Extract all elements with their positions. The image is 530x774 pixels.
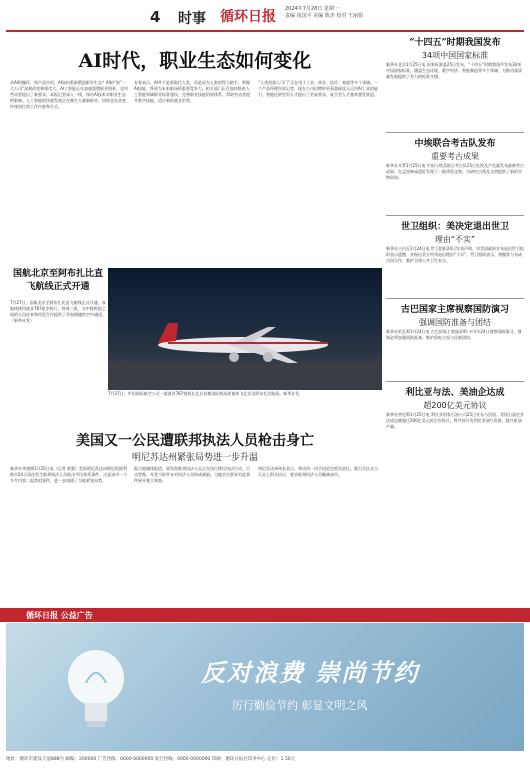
- ad-logo: 循环日报 公益广告: [26, 611, 93, 620]
- us-article-col3: 明尼苏达州州长表示，将动用一切手段追究相关责任。数百名民众当天走上街头抗议，要求联邦执法人员撤离该市。: [258, 466, 378, 477]
- side-news-box: [10, 268, 106, 390]
- lightbulb-icon: [61, 643, 131, 743]
- news-item-who: [386, 220, 524, 294]
- news-subtitle: 理由“不实”: [434, 235, 476, 244]
- footer-info: 地址：循环市建设大道888号 邮编：200000 广告热线：0000-0000000 发行热线：0000-0000000 印刷：循环日报社印务中心 定价：1.50元: [6, 757, 296, 762]
- news-subtitle: 34项中国国家标准: [421, 51, 489, 60]
- article-body-col1: 从AI的爆炸，到产品应用，AI如何重新塑造职业生态？AI的“到”一大公司“深刻改变和现代大。AI工智能正在加速重塑职业图景，也对劳动者提出了新要求。本报记者深入一线，探访AI技术对职业生态的影响。人工智能的快速发展正在催生大量新职业，同时也在改变传统岗位的工作内容和方式。: [10, 80, 128, 109]
- header-divider: [6, 30, 524, 32]
- news-title: 世卫组织：美决定退出世卫: [400, 222, 509, 232]
- news-title: 中埃联合考古队发布: [414, 139, 496, 149]
- news-subtitle: 超200亿美元协议: [423, 401, 487, 410]
- news-title: 利比亚与法、美油企达成: [405, 388, 505, 398]
- subhead-us-shooting: 明尼苏达州紧张局势进一步升温: [131, 453, 258, 463]
- side-news-title: 国航北京至阿布扎比直飞航线正式开通: [12, 269, 103, 292]
- headline-ai-era: AI时代，职业生态如何变化: [78, 50, 312, 72]
- news-subtitle: 强调国防准备与团结: [419, 318, 491, 327]
- editor-line: 责编 钱国平 美编 陈杰 校对 王丽娟: [285, 13, 363, 19]
- news-text: 新华社日内瓦1月24日电 世卫组织24日发表声明，对美国政府宣布退出世卫组织表示遗憾，并指出美方所列退出理由“不实”。世卫组织表示，将继续与各成员国合作，维护全球公共卫生安全。: [386, 246, 524, 263]
- date-line: 2024年7月28日 星期一: [285, 6, 339, 12]
- news-item-standards: [386, 36, 524, 128]
- ad-subtitle: 厉行勤俭节约 彰显文明之风: [232, 699, 368, 712]
- section-name: 时事: [178, 11, 206, 27]
- page-number: 4: [150, 8, 161, 26]
- article-body-col3: “人类机器人可门”正在用于工业、商业、医疗、家庭等多个领域。一个产品经理告诉记者，现在公司招聘时更看重候选人运用AI工具的能力。智能化转型对人才提出了更高要求，复合型人才越来越受欢迎。: [258, 80, 379, 97]
- ad-title: 反对浪费 崇尚节约: [201, 658, 420, 687]
- news-text: 新华社哈瓦那1月24日电 古巴国家主席迪亚斯-卡内尔24日视察国防演习，强调必须加强国防准备，维护国家主权与民族团结。: [386, 329, 522, 340]
- photo-caption: 7月27日，中国国际航空公司一架波音787客机在北京首都国际机场准备执飞北京至阿布扎比航班。新华社发: [108, 391, 300, 396]
- news-text: 新华社北京1月25日电 国家标准委25日发布，“十四五”时期我国共发布34项中国国家标准，涵盖生态环境、数字经济、智能制造等多个领域，为推动高质量发展提供了有力的标准支撑。: [386, 62, 522, 79]
- divider: [386, 298, 524, 299]
- news-title: “十四五”时期我国发布: [409, 38, 501, 48]
- side-news-text: 7月27日，国航北京至阿布扎比直飞航线正式开通。该航线使用波音787机型执行，每周三班，为中阿两国之间的人员往来和经贸合作提供了更加便捷的空中通道。（新华社发）: [10, 300, 106, 323]
- airplane-photo: [108, 268, 382, 390]
- news-item-libya: [386, 386, 524, 460]
- runway: [108, 363, 382, 390]
- us-article-col1: 新华社华盛顿1月25日电（记者 黄强）美国明尼苏达州明尼阿波利斯市24日再次发生联邦执法人员枪击平民致死事件。这是该市一个多月内第二起类似事件，进一步加剧了当地紧张局势。: [10, 466, 128, 483]
- divider: [386, 215, 524, 216]
- divider: [386, 381, 524, 382]
- header-info: [285, 6, 363, 20]
- news-text: 新华社突尼斯1月25日电 利比亚国家石油公司25日宣布与法国、美国石油企业达成总额超过200亿美元的合作协议，将共同开发利比亚油气资源，提升原油产量。: [386, 412, 524, 429]
- news-item-archaeology: [386, 137, 524, 211]
- news-subtitle: 重要考古成果: [431, 152, 479, 161]
- public-service-ad: [6, 623, 524, 751]
- right-column: [386, 36, 524, 460]
- news-item-cuba: [386, 303, 524, 377]
- newspaper-logo: 循环日报: [220, 9, 276, 25]
- headline-us-shooting: 美国又一公民遭联邦执法人员枪击身亡: [76, 433, 314, 449]
- divider: [386, 132, 524, 133]
- us-article-col2: 据当地媒体报道，事发时联邦执法人员正在执行移民执法行动。目击者称，死者当时并未对执法人员构成威胁。当地官员要求对此事件展开独立调查。: [134, 466, 250, 483]
- news-text: 新华社开罗1月25日电 中国与埃及联合考古队25日在埃及卢克索发布最新考古成果，在孟图神庙遗址发现了一批珍贵文物，为研究古埃及文明提供了新的实物资料。: [386, 163, 524, 180]
- article-body-col2: 专家表示，AI并不是要取代人类，而是成为人类的得力助手。掌握AI技能，将成为未来职场的重要竞争力。相关部门正在加快推进人工智能领域职业标准建设，完善职业技能培训体系，帮助劳动者提升数字技能，适应新的就业形势。: [134, 80, 250, 103]
- news-title: 古巴国家主席视察国防演习: [400, 305, 509, 315]
- page-header: [0, 0, 530, 32]
